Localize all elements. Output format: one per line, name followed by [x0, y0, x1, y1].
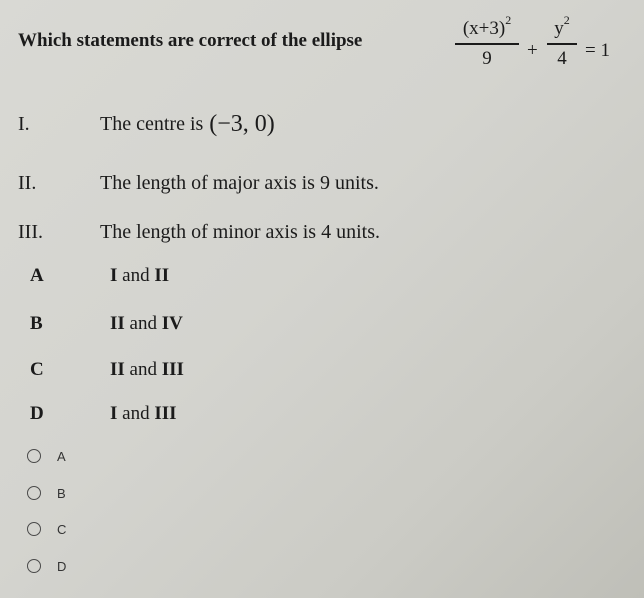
term2-exponent: 2: [563, 13, 570, 27]
option-b-text: II and IV: [110, 313, 183, 334]
radio-button-icon[interactable]: [27, 559, 41, 573]
answer-label-c: C: [57, 521, 67, 537]
answer-choice-d[interactable]: [27, 556, 66, 576]
option-letter-d: D: [30, 403, 44, 424]
option-letter-a: A: [30, 265, 44, 286]
fraction-term-2: [547, 13, 577, 70]
option-letter-c: C: [30, 359, 44, 380]
radio-button-icon[interactable]: [27, 449, 41, 463]
answer-choice-c[interactable]: [27, 519, 66, 539]
question-text: Which statements are correct of the ellipse: [18, 30, 363, 51]
answer-label-b: B: [57, 485, 66, 501]
statement-number-1: I.: [18, 113, 30, 135]
answer-choice-a[interactable]: [27, 446, 66, 466]
option-letter-b: B: [30, 313, 43, 334]
term2-numerator: y: [554, 18, 564, 39]
answer-label-a: A: [57, 448, 66, 464]
option-c-text: II and III: [110, 359, 184, 380]
equals-one: = 1: [585, 40, 610, 61]
statement-2-text: The length of major axis is 9 units.: [100, 172, 379, 194]
plus-sign: +: [527, 40, 538, 61]
centre-value: (−3, 0): [209, 111, 275, 137]
term1-denominator: 9: [482, 47, 492, 69]
statement-number-2: II.: [18, 172, 37, 194]
statement-3-text: The length of minor axis is 4 units.: [100, 221, 380, 243]
radio-button-icon[interactable]: [27, 486, 41, 500]
fraction-bar: [455, 43, 519, 45]
term2-denominator: 4: [557, 47, 567, 69]
statement-number-3: III.: [18, 221, 43, 243]
fraction-term-1: [455, 13, 519, 70]
ellipse-equation: [455, 13, 635, 90]
option-a-text: I and II: [110, 265, 170, 286]
answer-label-d: D: [57, 558, 67, 574]
fraction-bar: [547, 43, 577, 45]
statement-1-text: The centre is: [100, 113, 204, 135]
term1-numerator: (x+3): [462, 18, 506, 39]
radio-button-icon[interactable]: [27, 522, 41, 536]
statement-1: [100, 110, 275, 137]
answer-choice-b[interactable]: [27, 483, 66, 503]
term1-exponent: 2: [505, 13, 512, 27]
option-d-text: I and III: [110, 403, 177, 424]
